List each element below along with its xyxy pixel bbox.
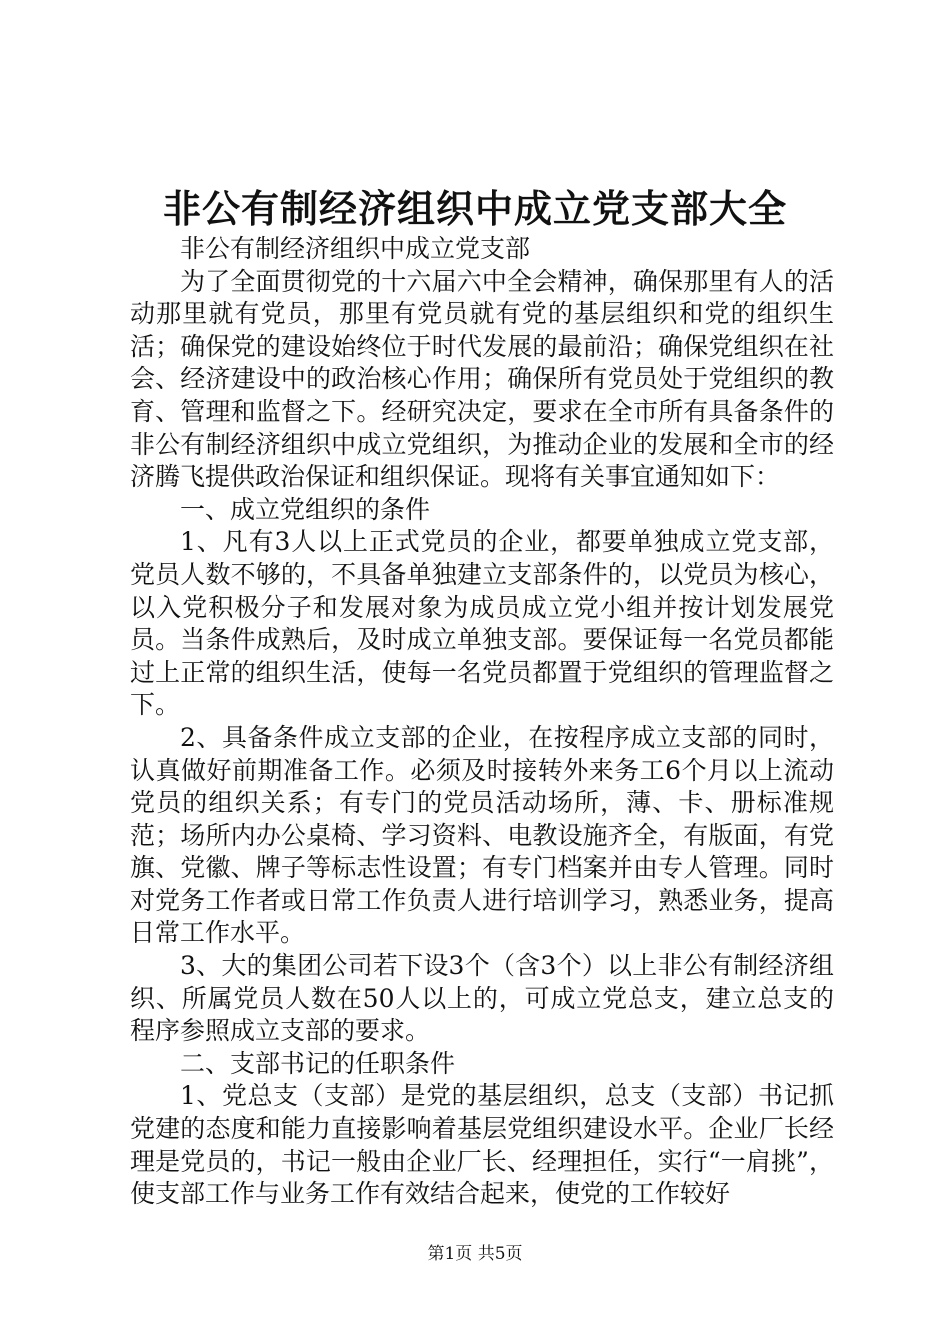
paragraph-intro: 为了全面贯彻党的十六届六中全会精神，确保那里有人的活动那里就有党员，那里有党员就有党的基层组织和党的组织生活；确保党的建设始终位于时代发展的最前沿；确保党组织在社会、经济建设中的政治核心作用；确保所有党员处于党组织的教育、管理和监督之下。经研究决定，要求在全市所有具备条件的非公有制经济组织中成立党组织，为推动企业的发展和全市的经济腾飞提供政治保证和组织保证。现将有关事宜通知如下： [130,266,834,492]
paragraph-2-1: 1、党总支（支部）是党的基层组织，总支（支部）书记抓党建的态度和能力直接影响着基层党组织建设水平。企业厂长经理是党员的，书记一般由企业厂长、经理担任，实行“一肩挑”，使支部工作与业务工作有效结合起来，使党的工作较好 [130,1081,834,1209]
paragraph-1-1: 1、凡有3人以上正式党员的企业，都要单独成立党支部，党员人数不够的，不具备单独建立支部条件的，以党员为核心，以入党积极分子和发展对象为成员成立党小组并按计划发展党员。当条件成熟后，及时成立单独支部。要保证每一名党员都能过上正常的组织生活，使每一名党员都置于党组织的管理监督之下。 [130,527,834,720]
document-title: 非公有制经济组织中成立党支部大全 [162,186,787,231]
paragraph-1-3: 3、大的集团公司若下设3个（含3个）以上非公有制经济组织、所属党员人数在50人以上的，可成立党总支，建立总支的程序参照成立支部的要求。 [130,951,834,1046]
page-number-footer: 第1页 共5页 [427,1244,523,1264]
section-heading-1: 一、成立党组织的条件 [180,494,431,524]
paragraph-subtitle: 非公有制经济组织中成立党支部 [180,234,531,263]
section-heading-2: 二、支部书记的任职条件 [180,1048,456,1078]
paragraph-1-2: 2、具备条件成立支部的企业，在按程序成立支部的同时，认真做好前期准备工作。必须及时接转外来务工6个月以上流动党员的组织关系；有专门的党员活动场所，薄、卡、册标准规范；场所内办公桌椅、学习资料、电教设施齐全，有版面，有党旗、党徽、牌子等标志性设置；有专门档案并由专人管理。同时对党务工作者或日常工作负责人进行培训学习，熟悉业务，提高日常工作水平。 [130,722,834,948]
document-body [130,233,834,1211]
